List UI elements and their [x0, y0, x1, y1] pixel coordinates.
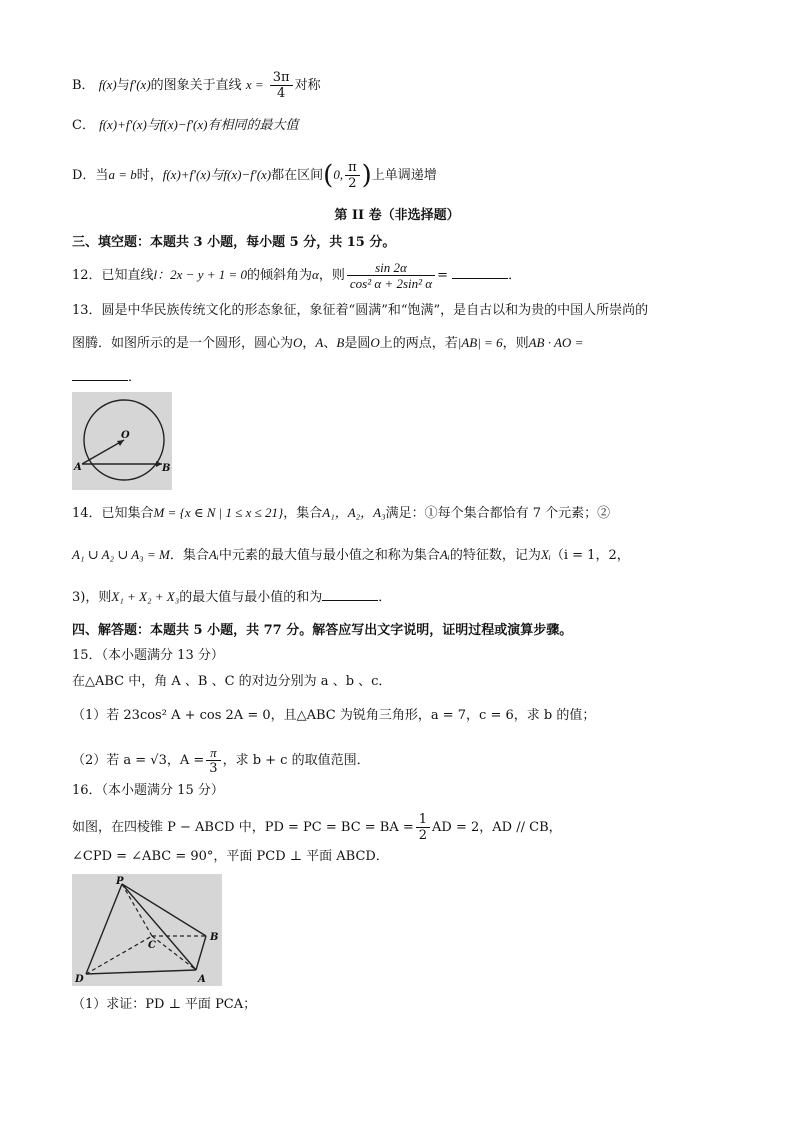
left-paren: (	[323, 160, 334, 191]
fraction: $\frac{\pi}{2}$	[345, 160, 360, 191]
question-16-title: 16．（本小题满分 15 分）	[72, 783, 224, 798]
label-a: A	[74, 462, 82, 473]
question-14-line2: A₁ ∪ A₂ ∪ A₃ = M．集合Aᵢ中元素的最大值与最小值之和称为集合Aᵢ的特征数，记为Xᵢ（i = 1，2，	[72, 547, 630, 563]
section-title: 第 II 卷（非选择题）	[334, 208, 460, 223]
question-15-title: 15．（本小题满分 13 分）	[72, 648, 224, 663]
question-13-blank-line: ．	[72, 368, 141, 387]
part4-heading: 四、解答题：本题共 5 小题，共 77 分。解答应写出文字说明，证明过程或演算步骤。	[72, 623, 573, 638]
question-15-part2: （2）若 a = √3，A = $\frac{\pi}{3}$ ，求 b + c 的取值范围．	[72, 745, 370, 776]
fraction: $\frac{3\pi}{4}$	[270, 70, 293, 101]
label-a: A	[198, 974, 206, 985]
option-c: C． f(x)+f′(x)与f(x)−f′(x)有相同的最大值	[72, 117, 299, 133]
question-16-line1: 如图，在四棱锥 P − ABCD 中，PD = PC = BC = BA = $\frac{1}{2}$ AD = 2，AD // CB，	[72, 812, 562, 843]
label-p: P	[116, 876, 124, 887]
answer-blank[interactable]	[452, 266, 508, 279]
circle-figure	[72, 392, 172, 490]
option-d: D．当a = b时，f(x)+f′(x)与f(x)−f′(x)都在区间(0, $\frac{\pi}{2}$ )上单调递增	[72, 160, 437, 191]
question-14-line3: 3)，则X₁ + X₂ + X₃的最大值与最小值的和为 ．	[72, 589, 392, 605]
label-o: O	[121, 430, 130, 441]
question-13-line2: 图腾．如图所示的是一个圆形，圆心为O，A、B是圆O上的两点，若|AB| = 6，则AB · AO =	[72, 335, 584, 351]
fraction: $\frac{\pi}{3}$	[206, 745, 220, 776]
question-16-part1: （1）求证：PD ⊥ 平面 PCA；	[72, 997, 257, 1012]
question-15-stem: 在△ABC 中，角 A 、B 、C 的对边分别为 a 、b 、c．	[72, 674, 392, 689]
label-b: B	[210, 932, 219, 943]
label-d: D	[75, 974, 84, 985]
label-c: C	[148, 940, 156, 951]
right-paren: )	[361, 160, 372, 191]
answer-blank[interactable]	[322, 588, 378, 601]
question-16-line2: ∠CPD = ∠ABC = 90°，平面 PCD ⊥ 平面 ABCD．	[72, 849, 389, 864]
fraction: $\frac{1}{2}$	[416, 812, 430, 843]
option-b: B． f(x)与f′(x)的图象关于直线 x = $\frac{3\pi}{4}$ 对称	[72, 70, 321, 101]
fraction: $\frac{\sin 2\alpha}{\text{cos² α + 2sin² α}}$	[347, 260, 435, 291]
question-13-line1: 13．圆是中华民族传统文化的形态象征，象征着“圆满”和“饱满”，是自古以和为贵的中国人所崇尚的	[72, 303, 649, 318]
question-14-line1: 14．已知集合M = {x ∈ N | 1 ≤ x ≤ 21}，集合A₁，A₂，A₃满足：①每个集合都恰有 7 个元素；②	[72, 505, 611, 521]
question-12: 12．已知直线l：2x − y + 1 = 0的倾斜角为α，则 $\frac{\sin 2\alpha}{\text{cos² α + 2sin² α}}$ = ．	[72, 260, 522, 291]
part3-heading: 三、填空题：本题共 3 小题，每小题 5 分，共 15 分。	[72, 235, 396, 250]
question-15-part1: （1）若 23cos² A + cos 2A = 0，且△ABC 为锐角三角形，a = 7，c = 6，求 b 的值；	[72, 708, 596, 723]
pyramid-figure	[72, 874, 222, 986]
label-b: B	[162, 463, 171, 474]
answer-blank[interactable]	[72, 368, 128, 381]
